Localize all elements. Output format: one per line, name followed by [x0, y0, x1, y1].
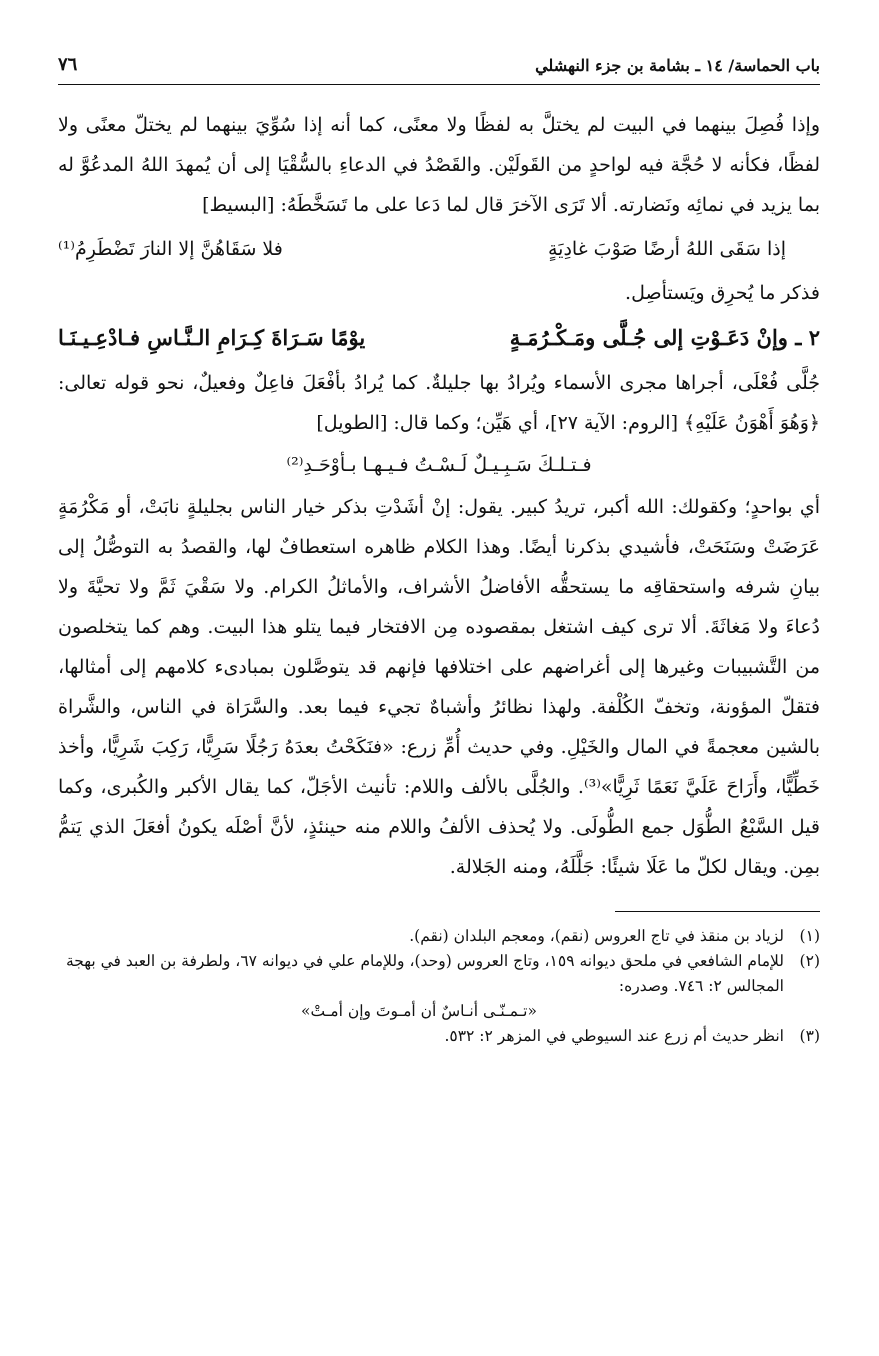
paragraph-line: فذكر ما يُحرِق ويَستأصِل.	[625, 282, 820, 304]
footnote-2	[58, 949, 820, 999]
footnote-separator	[615, 911, 820, 912]
verse-1-second-hemistich: فلا سَقَاهُنَّ إلا النارَ تَضْطَرِمُ⁽¹⁾	[58, 238, 283, 260]
main-text	[58, 105, 820, 887]
footnote-number: (٢)	[799, 952, 820, 970]
book-page	[58, 52, 820, 1312]
paragraph-1: وإذا فُصِلَ بينهما في البيت لم يختلَّ به لفظًا ولا معنًى، كما أنه إذا سُوِّيَ بينهما لم يختلّ معنًى ولا لفظًا، فكأنه لا حُجَّة فيه لواحدٍ من القَولَيْن. والقَصْدُ في الدعاءِ بالسُّقْيَا إلى أن يُمهدَ اللهُ المدعُوَّ له بما يزيد في نمائِه ونَضارته. ألا تَرَى الآخرَ قال لما دَعا على ما تَسَخَّطَهُ: [البسيط]	[58, 114, 820, 216]
verse-1-first-hemistich: إذا سَقَى اللهُ أرضًا صَوْبَ غادِيَةٍ	[547, 238, 786, 260]
main-poem-verse	[58, 317, 820, 359]
footnote-3	[58, 1024, 820, 1049]
footnote-2-quote: «تـمـنّـى أنـاسٌ أن أمـوتَ وإن أمـتْ»	[301, 1002, 537, 1020]
verse-1	[58, 229, 820, 269]
paragraph-3: أي بواحدٍ؛ وكقولك: الله أكبر، تريدُ كبير. يقول: إنْ أشَدْتِ بذكر خيار الناس بجليلةٍ نابَتْ، أو مَكْرُمَةٍ عَرَضَتْ وسَنَحَتْ، فأشيدي بذكرنا أيضًا. وهذا الكلام ظاهره استعطافٌ لها، والقصدُ به التوصُّلُ إلى بيانِ شرفه واستحقاقِه ما يستحقُّه الأفاضلُ الأشراف، والأماثلُ الكرام. ولا سَقْيَ ثَمَّ ولا تحيَّةَ ولا دُعاءَ ولا مَغاثَةَ. ألا ترى كيف اشتغل بمقصوده مِن الافتخار فيما يتلو هذا البيت. وهم كما يتخلصون من التَّشبيبات وغيرها إلى أغراضهم على اختلافها فإنهم قد يتوصَّلون بمبادىء كلامهم إلى أمثالها، فتقلّ المؤونة، وتخفّ الكُلْفة. ولهذا نظائرُ وأشباهٌ تجيء فيما بعد. والسَّرَاة في الناس، والشَّراة بالشين معجمةً في المال والخَيْلِ. وفي حديث أُمِّ زرع: «فنَكَحْتُ بعدَهُ رَجُلًا سَرِيًّا، رَكِبَ شَرِيًّا، وأخذ خَطِّيًّا، وأَرَاحَ عَلَيَّ نَعَمًا ثَرِيًّا»⁽³⁾. والجُلَّى بالألف واللام: تأنيث الأجَلّ، كما يقال الأكبر والكُبرى، وكما قيل السَّبْعُ الطُّوَل جمع الطُّولَى. ولا يُحذف الألفُ واللام منه حينئذٍ، لأنَّ أصْلَه يكونُ أفعَلَ الذي يَتمُّ بمِن. ويقال لكلّ ما عَلَا شيئًا: جَلَّلَهُ، ومنه الجَلالة.	[58, 496, 820, 878]
header-title: باب الحماسة/ ١٤ ـ بشامة بن جزء النهشلي	[535, 56, 820, 75]
footnote-1	[58, 924, 820, 949]
footnote-number: (١)	[799, 927, 820, 945]
footnote-number: (٣)	[799, 1027, 820, 1045]
verse-2: فـتـلـكَ سَـبِـيـلٌ لَـسْـتُ فـيـهـا بـأوْحَـدِ⁽²⁾	[286, 454, 592, 476]
page-number: ٧٦	[58, 54, 78, 75]
main-verse-first-hemistich: ٢ ـ وإنْ دَعَـوْتِ إلى جُـلَّى ومَـكْـرُمَـةٍ	[509, 325, 820, 350]
paragraph-2: جُلَّى فُعْلَى، أجراها مجرى الأسماء ويُرادُ بها جليلةٌ. كما يُرادُ بأفْعَلَ فاعِلٌ وفعيلٌ، نحو قوله تعالى: ﴿وَهُوَ أَهْوَنُ عَلَيْهِ﴾ [الروم: الآية ٢٧]، أي هَيِّن؛ وكما قال: [الطويل]	[58, 372, 820, 434]
footnotes	[58, 924, 820, 1049]
running-header	[58, 52, 820, 85]
main-verse-second-hemistich: يوْمًا سَـرَاةَ كِـرَامِ الـنَّـاسِ فـادْعِـيـنَـا	[58, 325, 366, 350]
footnote-text: للإمام الشافعي في ملحق ديوانه ١٥٩، وتاج العروس (وحد)، وللإمام علي في ديوانه ٦٧، ولطرفة بن العبد في بهجة المجالس ٢: ٧٤٦. وصدره:	[65, 952, 784, 995]
footnote-text: انظر حديث أم زرع عند السيوطي في المزهر ٢: ٥٣٢.	[444, 1027, 784, 1045]
footnote-text: لزياد بن منقذ في تاج العروس (نقم)، ومعجم البلدان (نقم).	[409, 927, 784, 945]
